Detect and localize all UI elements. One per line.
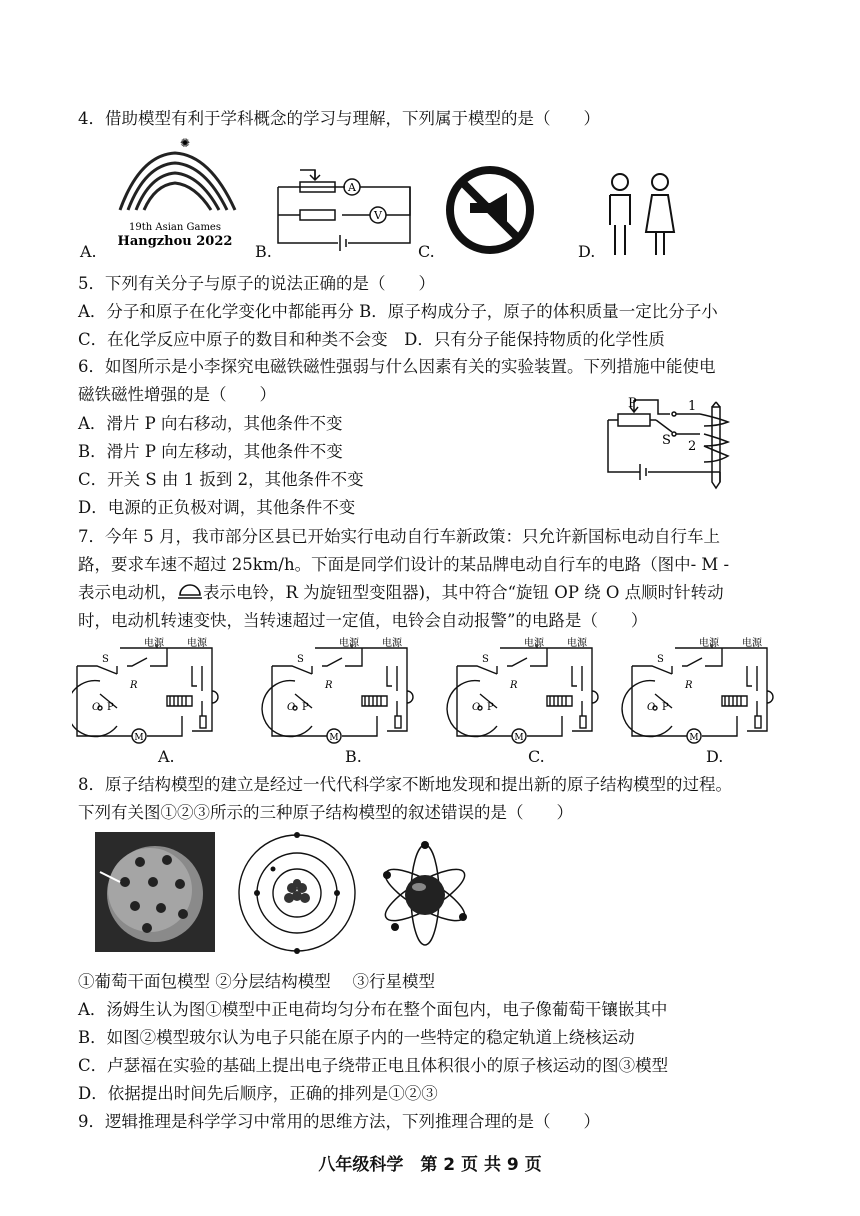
slider-p-label: P — [628, 396, 637, 411]
q7-label-d: D. — [706, 747, 724, 766]
q7-line3 — [78, 581, 724, 605]
q8-option-a: A．汤姆生认为图①模型中正电荷均匀分布在整个面包内，电子像葡萄干镶嵌其中 — [78, 1000, 668, 1019]
contact-1-label: 1 — [688, 399, 697, 414]
contact-2-label: 2 — [688, 439, 697, 454]
logo-text-2: Hangzhou 2022 — [117, 234, 233, 249]
q6-stem-2: 磁铁磁性增强的是（ ） — [78, 385, 276, 404]
q5-line1: A．分子和原子在化学变化中都能再分 B．原子构成分子，原子的体积质量一定比分子小 — [78, 302, 718, 321]
q7-line3-start: 表示电动机， — [78, 583, 177, 602]
circuit-c — [447, 636, 598, 743]
q7-line2: 路，要求车速不超过 25km/h。下面是同学们设计的某品牌电动自行车的电路（图中- M - — [78, 555, 730, 574]
sun-icon: ✺ — [179, 136, 191, 150]
q9-stem: 9．逻辑推理是科学学习中常用的思维方法，下列推理合理的是（ ） — [78, 1112, 600, 1131]
bell-symbol-icon — [177, 583, 203, 601]
q7-circuit-options — [72, 636, 792, 746]
q5-line2: C．在化学反应中原子的数目和种类不会变 D．只有分子能保持物质的化学性质 — [78, 330, 665, 349]
q8-option-d: D．依据提出时间先后顺序，正确的排列是①②③ — [78, 1084, 438, 1103]
q8-captions: ①葡萄干面包模型 ②分层结构模型 ③行星模型 — [78, 972, 435, 991]
planetary-model-diagram — [375, 835, 475, 955]
voltmeter-label: V — [374, 209, 382, 222]
q8-stem-1: 8．原子结构模型的建立是经过一代代科学家不断地发现和提出新的原子结构模型的过程。 — [78, 775, 732, 794]
q7-line3-end: 表示电铃，R 为旋钮型变阻器)，其中符合“旋钮 OP 绕 O 点顺时针转动 — [203, 583, 724, 602]
asian-games-logo — [95, 135, 255, 260]
electromagnet-circuit — [600, 392, 740, 492]
q8-option-b: B．如图②模型玻尔认为电子只能在原子内的一些特定的稳定轨道上绕核运动 — [78, 1028, 635, 1047]
q6-option-d: D．电源的正负极对调，其他条件不变 — [78, 498, 356, 517]
q6-stem-1: 6．如图所示是小李探究电磁铁磁性强弱与什么因素有关的实验装置。下列措施中能使电 — [78, 357, 716, 376]
q8-stem-2: 下列有关图①②③所示的三种原子结构模型的叙述错误的是（ ） — [78, 803, 573, 822]
q7-label-a: A. — [158, 747, 175, 766]
q6-option-c: C．开关 S 由 1 扳到 2，其他条件不变 — [78, 470, 364, 489]
switch-s-label: S — [662, 433, 671, 448]
q5-stem: 5．下列有关分子与原子的说法正确的是（ ） — [78, 274, 435, 293]
plum-pudding-model-image — [95, 832, 215, 952]
q6-option-a: A．滑片 P 向右移动，其他条件不变 — [78, 414, 343, 433]
q4-label-b: B. — [255, 242, 272, 261]
q7-label-c: C. — [528, 747, 545, 766]
q4-label-c: C. — [418, 242, 435, 261]
no-horn-sign-icon — [445, 165, 535, 255]
restroom-people-icon — [600, 170, 680, 260]
q4-label-a: A. — [80, 242, 97, 261]
circuit-a — [72, 636, 218, 743]
ammeter-label: A — [348, 181, 356, 194]
q6-option-b: B．滑片 P 向左移动，其他条件不变 — [78, 442, 343, 461]
q8-option-c: C．卢瑟福在实验的基础上提出电子绕带正电且体积很小的原子核运动的图③模型 — [78, 1056, 669, 1075]
q7-line1: 7．今年 5 月，我市部分区县已开始实行电动自行车新政策：只允许新国标电动自行车上 — [78, 527, 720, 546]
circuit-d — [622, 636, 773, 743]
q7-line4: 时，电动机转速变快，当转速超过一定值，电铃会自动报警”的电路是（ ） — [78, 611, 648, 630]
q4-stem: 4．借助模型有利于学科概念的学习与理解，下列属于模型的是（ ） — [78, 109, 600, 128]
q4-label-d: D. — [578, 242, 596, 261]
page-footer: 八年级科学 第 2 页 共 9 页 — [318, 1155, 542, 1175]
logo-text-1: 19th Asian Games — [129, 222, 221, 233]
circuit-b — [262, 636, 413, 743]
circuit-diagram-b — [270, 165, 420, 260]
shell-model-diagram — [232, 828, 362, 958]
q7-label-b: B. — [345, 747, 362, 766]
